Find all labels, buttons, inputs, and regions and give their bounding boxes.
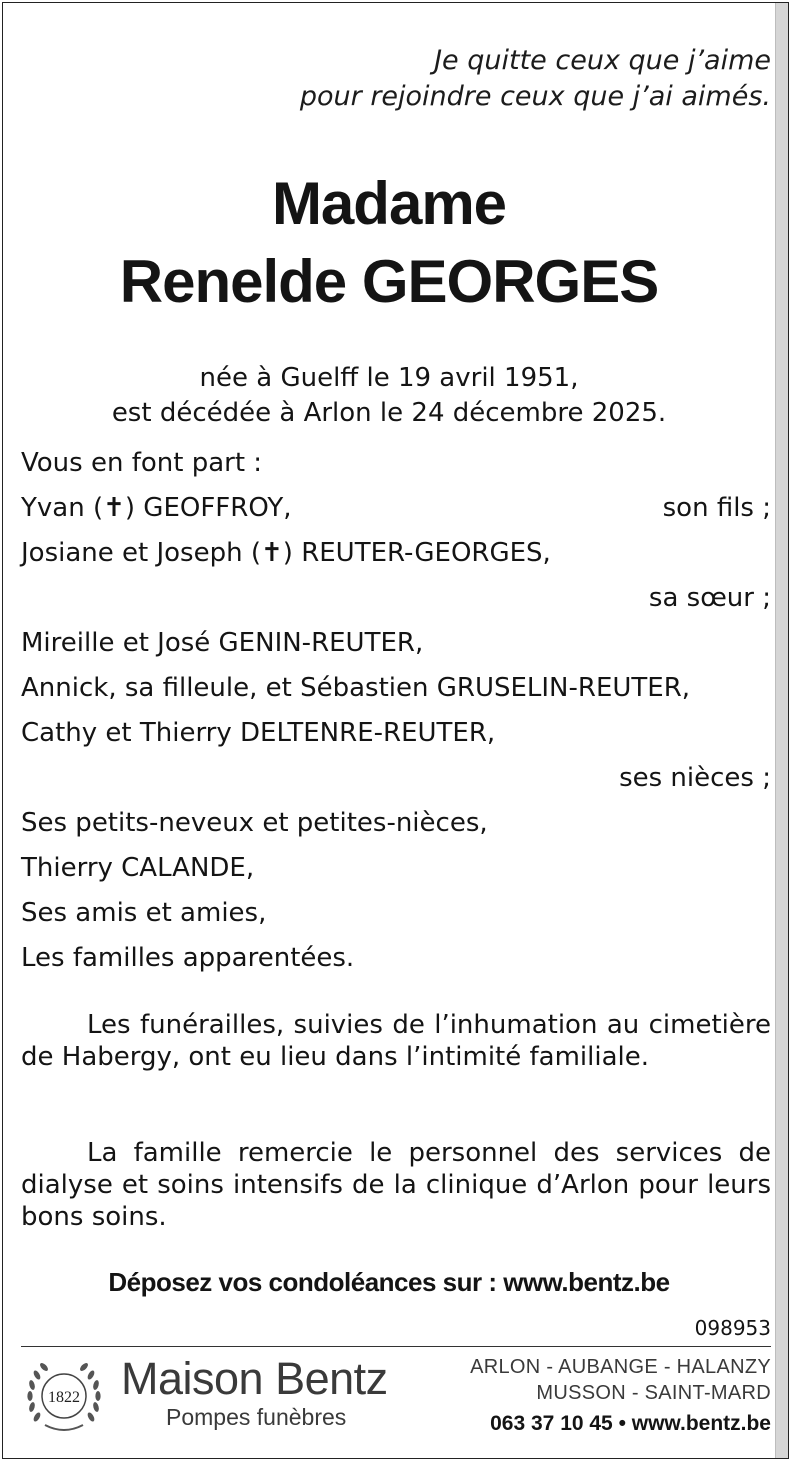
family-row-annick: Annick, sa filleule, et Sébastien GRUSELIN-REUTER,: [21, 673, 691, 703]
family-list: [21, 441, 771, 981]
family-name-josiane-pre: Josiane et Joseph (: [21, 538, 261, 568]
condolences-line: Déposez vos condoléances sur : www.bentz.be: [108, 1267, 670, 1297]
announcement-frame: [2, 2, 789, 1459]
quote-line-1: Je quitte ceux que j’aime: [434, 45, 771, 76]
laurel-seal-icon: [23, 1355, 105, 1437]
brand-name: Maison Bentz: [121, 1353, 388, 1404]
family-row-yvan: [21, 486, 771, 531]
announce-line: Vous en font part :: [21, 448, 263, 478]
scrollbar-track[interactable]: [775, 3, 788, 1458]
funeral-paragraph: [21, 1009, 771, 1073]
family-row-thierry: Thierry CALANDE,: [21, 853, 255, 883]
family-row-amis: Ses amis et amies,: [21, 898, 267, 928]
thanks-text: La famille remercie le personnel des services de dialyse et soins intensifs de la clinique d’Arlon pour leurs bons soins.: [21, 1138, 771, 1232]
title-line-2: Renelde GEORGES: [119, 248, 659, 315]
family-row-mireille: Mireille et José GENIN-REUTER,: [21, 628, 424, 658]
announcement-content: [3, 3, 775, 1458]
deceased-name: [3, 165, 775, 321]
locations-line-2: MUSSON - SAINT-MARD: [536, 1382, 771, 1404]
footer-divider: [21, 1346, 771, 1347]
funeral-home-footer: [21, 1353, 771, 1443]
family-name-yvan-pre: Yvan (: [21, 493, 104, 523]
reference-number: 098953: [694, 1316, 771, 1340]
title-line-1: Madame: [271, 170, 507, 237]
quote-line-2: pour rejoindre ceux que j’ai aimés.: [299, 81, 771, 112]
cross-icon: ✝: [103, 493, 125, 523]
death-line: est décédée à Arlon le 24 décembre 2025.: [111, 398, 667, 428]
seal-year: 1822: [48, 1389, 80, 1406]
relation-sister: sa sœur ;: [648, 583, 771, 613]
family-row-familles: Les familles apparentées.: [21, 943, 355, 973]
locations-line-1: ARLON - AUBANGE - HALANZY: [470, 1356, 771, 1378]
epitaph-quote: [300, 43, 771, 115]
family-row-petits: Ses petits-neveux et petites-nièces,: [21, 808, 488, 838]
family-name-yvan-post: ) GEOFFROY,: [124, 493, 292, 523]
family-row-cathy: Cathy et Thierry DELTENRE-REUTER,: [21, 718, 496, 748]
birth-line: née à Guelff le 19 avril 1951,: [199, 363, 579, 393]
family-row-josiane: [21, 531, 771, 576]
life-dates: [3, 361, 775, 431]
thanks-paragraph: [21, 1137, 771, 1233]
cross-icon: ✝: [260, 538, 283, 568]
relation-nieces: ses nièces ;: [619, 763, 771, 793]
contact-line: 063 37 10 45 • www.bentz.be: [490, 1412, 771, 1435]
relation-son: son fils ;: [662, 493, 771, 523]
brand-subtitle: Pompes funèbres: [166, 1404, 347, 1430]
funeral-text: Les funérailles, suivies de l’inhumation au cimetière de Habergy, ont eu lieu dans l’intimité familiale.: [21, 1010, 771, 1072]
family-name-josiane-post: ) REUTER-GEORGES,: [282, 538, 551, 568]
